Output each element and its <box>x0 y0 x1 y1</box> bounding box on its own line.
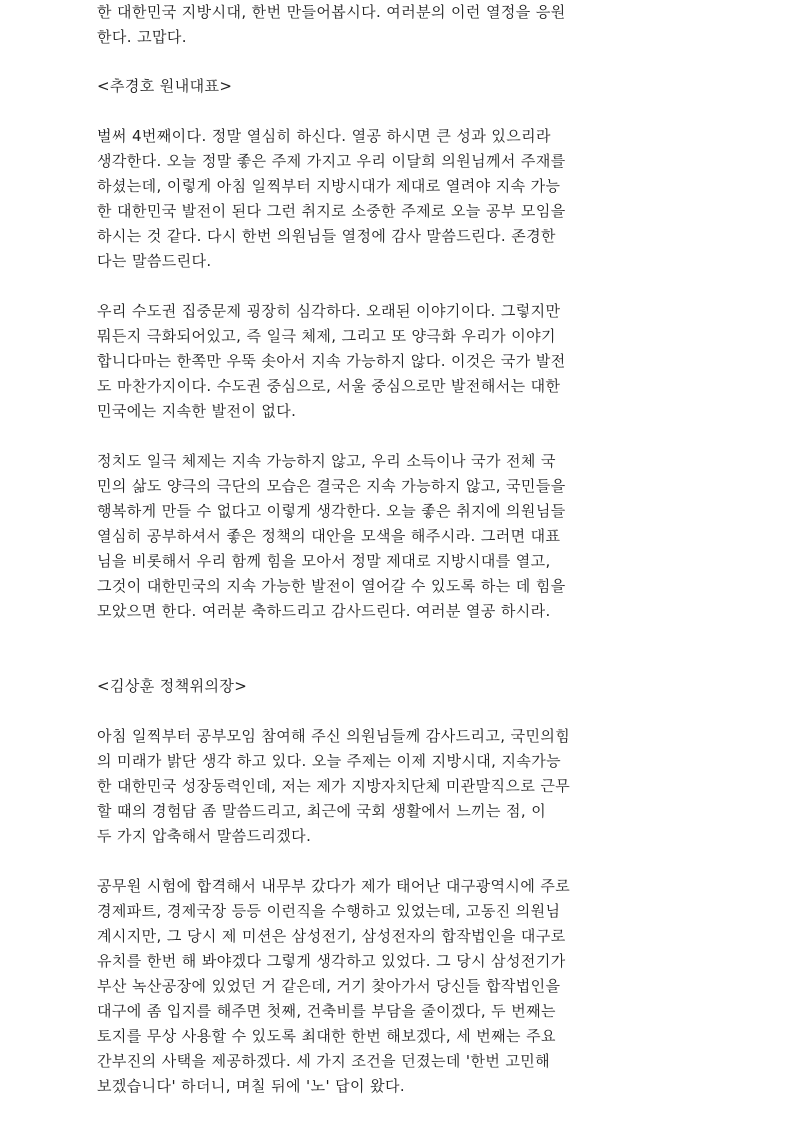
text-line: 하셨는데, 이렇게 아침 일찍부터 지방시대가 제대로 열려야 지속 가능 <box>97 177 561 195</box>
section1-paragraph-3 <box>97 449 697 624</box>
section2-paragraph-1 <box>97 724 697 849</box>
text-line: 두 가지 압축해서 말씀드리겠다. <box>97 827 312 845</box>
text-line: 토지를 무상 사용할 수 있도록 최대한 한번 해보겠다, 세 번째는 주요 <box>97 1027 556 1045</box>
text-line: 부산 녹산공장에 있었던 거 같은데, 거기 찾아가서 당신들 합작법인을 <box>97 977 561 995</box>
text-line: 한 대한민국 발전이 된다 그런 취지로 소중한 주제로 오늘 공부 모임을 <box>97 202 566 220</box>
intro-paragraph <box>97 0 697 50</box>
text-line: 민의 삶도 양극의 극단의 모습은 결국은 지속 가능하지 않고, 국민들을 <box>97 477 566 495</box>
speaker-heading-kim: <김상훈 정책위의장> <box>97 677 248 695</box>
text-line: 벌써 4번째이다. 정말 열심히 하신다. 열공 하시면 큰 성과 있으리라 <box>97 127 551 145</box>
section1-paragraph-2 <box>97 299 697 424</box>
text-line: 할 때의 경험담 좀 말씀드리고, 최근에 국회 생활에서 느끼는 점, 이 <box>97 802 547 820</box>
text-line: 생각한다. 오늘 정말 좋은 주제 가지고 우리 이달희 의원님께서 주재를 <box>97 152 566 170</box>
text-line: 민국에는 지속한 발전이 없다. <box>97 402 297 420</box>
text-line: 님을 비롯해서 우리 함께 힘을 모아서 정말 제대로 지방시대를 열고, <box>97 552 551 570</box>
text-line: 의 미래가 밝단 생각 하고 있다. 오늘 주제는 이제 지방시대, 지속가능 <box>97 752 562 770</box>
text-line: 그것이 대한민국의 지속 가능한 발전이 열어갈 수 있도록 하는 데 힘을 <box>97 577 566 595</box>
text-line: 공무원 시험에 합격해서 내무부 갔다가 제가 태어난 대구광역시에 주로 <box>97 877 571 895</box>
text-line: 한다. 고맙다. <box>97 28 187 46</box>
text-line: 유치를 한번 해 봐야겠다 그렇게 생각하고 있었다. 그 당시 삼성전기가 <box>97 952 566 970</box>
text-line: 다는 말씀드린다. <box>97 252 212 270</box>
text-line: 한 대한민국 지방시대, 한번 만들어봅시다. 여러분의 이런 열정을 응원 <box>97 3 566 21</box>
section2-paragraph-2 <box>97 874 697 1099</box>
text-line: 도 마찬가지이다. 수도권 중심으로, 서울 중심으로만 발전해서는 대한 <box>97 377 561 395</box>
text-line: 대구에 좀 입지를 해주면 첫째, 건축비를 부담을 줄이겠다, 두 번째는 <box>97 1002 556 1020</box>
speaker-heading-chu: <추경호 원내대표> <box>97 77 233 95</box>
section1-paragraph-1 <box>97 124 697 274</box>
text-line: 우리 수도권 집중문제 굉장히 심각하다. 오래된 이야기이다. 그렇지만 <box>97 302 561 320</box>
text-line: 한 대한민국 성장동력인데, 저는 제가 지방자치단체 미관말직으로 근무 <box>97 777 571 795</box>
document-page <box>97 0 697 1099</box>
text-line: 모았으면 한다. 여러분 축하드리고 감사드린다. 여러분 열공 하시라. <box>97 602 551 620</box>
text-line: 하시는 것 같다. 다시 한번 의원님들 열정에 감사 말씀드린다. 존경한 <box>97 227 556 245</box>
text-line: 합니다마는 한쪽만 우뚝 솟아서 지속 가능하지 않다. 이것은 국가 발전 <box>97 352 566 370</box>
text-line: 보겠습니다' 하더니, 며칠 뒤에 '노' 답이 왔다. <box>97 1077 406 1095</box>
text-line: 행복하게 만들 수 없다고 이렇게 생각한다. 오늘 좋은 취지에 의원님들 <box>97 502 566 520</box>
text-line: 간부진의 사택을 제공하겠다. 세 가지 조건을 던졌는데 '한번 고민해 <box>97 1052 551 1070</box>
text-line: 정치도 일극 체제는 지속 가능하지 않고, 우리 소득이나 국가 전체 국 <box>97 452 556 470</box>
text-line: 뭐든지 극화되어있고, 즉 일극 체제, 그리고 또 양극화 우리가 이야기 <box>97 327 556 345</box>
text-line: 계시지만, 그 당시 제 미션은 삼성전기, 삼성전자의 합작법인을 대구로 <box>97 927 566 945</box>
text-line: 열심히 공부하셔서 좋은 정책의 대안을 모색을 해주시라. 그러면 대표 <box>97 527 561 545</box>
text-line: 경제파트, 경제국장 등등 이런직을 수행하고 있었는데, 고동진 의원님 <box>97 902 561 920</box>
text-line: 아침 일찍부터 공부모임 참여해 주신 의원님들께 감사드리고, 국민의힘 <box>97 727 571 745</box>
